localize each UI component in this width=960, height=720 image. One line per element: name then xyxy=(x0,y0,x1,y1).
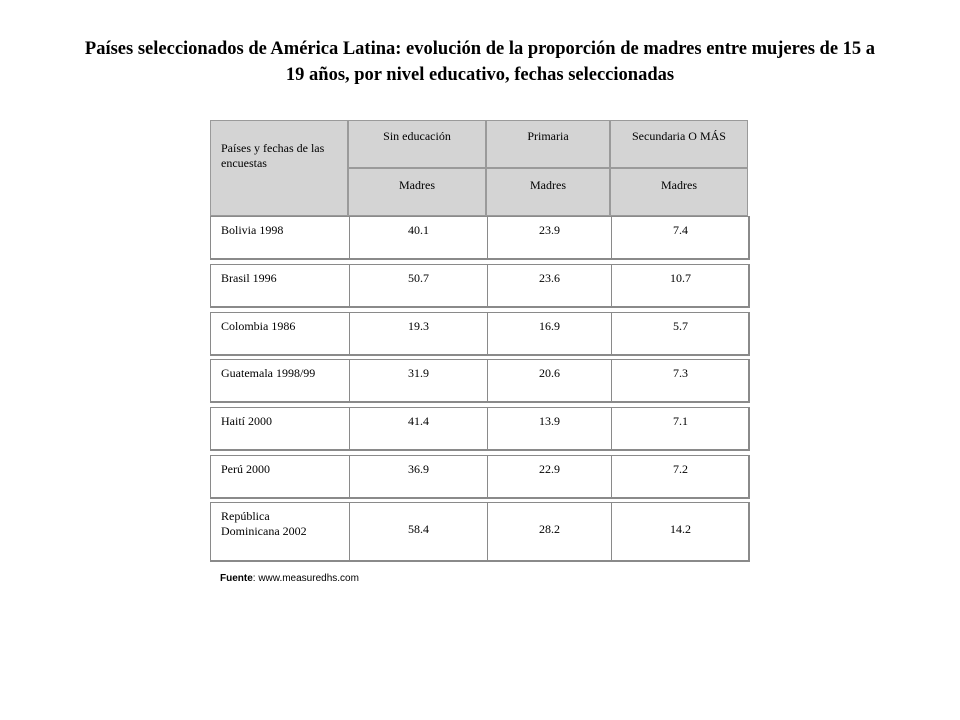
table-cell: 41.4 xyxy=(349,408,487,449)
row-label: Brasil 1996 xyxy=(221,271,277,285)
row-label: Bolivia 1998 xyxy=(221,223,284,237)
corner-header: Países y fechas de las encuestas xyxy=(210,120,348,216)
table-row xyxy=(210,359,750,403)
column-header-primaria: Primaria xyxy=(486,120,610,168)
table-cell: 7.3 xyxy=(611,360,749,401)
column-header-secundaria: Secundaria O MÁS xyxy=(610,120,748,168)
table-cell: 20.6 xyxy=(487,360,611,401)
table-row xyxy=(210,455,750,499)
table-row xyxy=(210,216,750,260)
column-header-sin-educacion: Sin educación xyxy=(348,120,486,168)
table-cell: 28.2 xyxy=(487,503,611,560)
source-label: Fuente xyxy=(220,573,253,584)
table-cell: 31.9 xyxy=(349,360,487,401)
table-cell: 7.4 xyxy=(611,217,749,258)
table-cell: 58.4 xyxy=(349,503,487,560)
table-cell: 36.9 xyxy=(349,456,487,497)
row-label: Haití 2000 xyxy=(221,414,272,428)
table-cell: 50.7 xyxy=(349,265,487,306)
row-label: Guatemala 1998/99 xyxy=(221,366,316,380)
table-cell: 7.2 xyxy=(611,456,749,497)
table-cell: 16.9 xyxy=(487,313,611,354)
subheader-madres: Madres xyxy=(348,168,486,216)
subheader-madres: Madres xyxy=(486,168,610,216)
row-label: Perú 2000 xyxy=(221,462,270,476)
source-text: : www.measuredhs.com xyxy=(252,573,359,584)
table-cell: 7.1 xyxy=(611,408,749,449)
table-row xyxy=(210,407,750,451)
table-cell: 23.9 xyxy=(487,217,611,258)
row-label: República Dominicana 2002 xyxy=(221,509,307,538)
table-cell: 10.7 xyxy=(611,265,749,306)
table-cell: 14.2 xyxy=(611,503,749,560)
table-cell: 23.6 xyxy=(487,265,611,306)
table-cell: 5.7 xyxy=(611,313,749,354)
table-row xyxy=(210,502,750,562)
row-label: Colombia 1986 xyxy=(221,319,296,333)
table-row xyxy=(210,312,750,356)
page-title: Países seleccionados de América Latina: evolución de la proporción de madres entre mujeres de 15 a 19 años, por nivel educativo, fechas seleccionadas xyxy=(84,39,876,85)
table-cell: 40.1 xyxy=(349,217,487,258)
table-cell: 13.9 xyxy=(487,408,611,449)
table-cell: 22.9 xyxy=(487,456,611,497)
table-row xyxy=(210,264,750,308)
subheader-madres: Madres xyxy=(610,168,748,216)
source-note xyxy=(220,573,359,584)
table-cell: 19.3 xyxy=(349,313,487,354)
